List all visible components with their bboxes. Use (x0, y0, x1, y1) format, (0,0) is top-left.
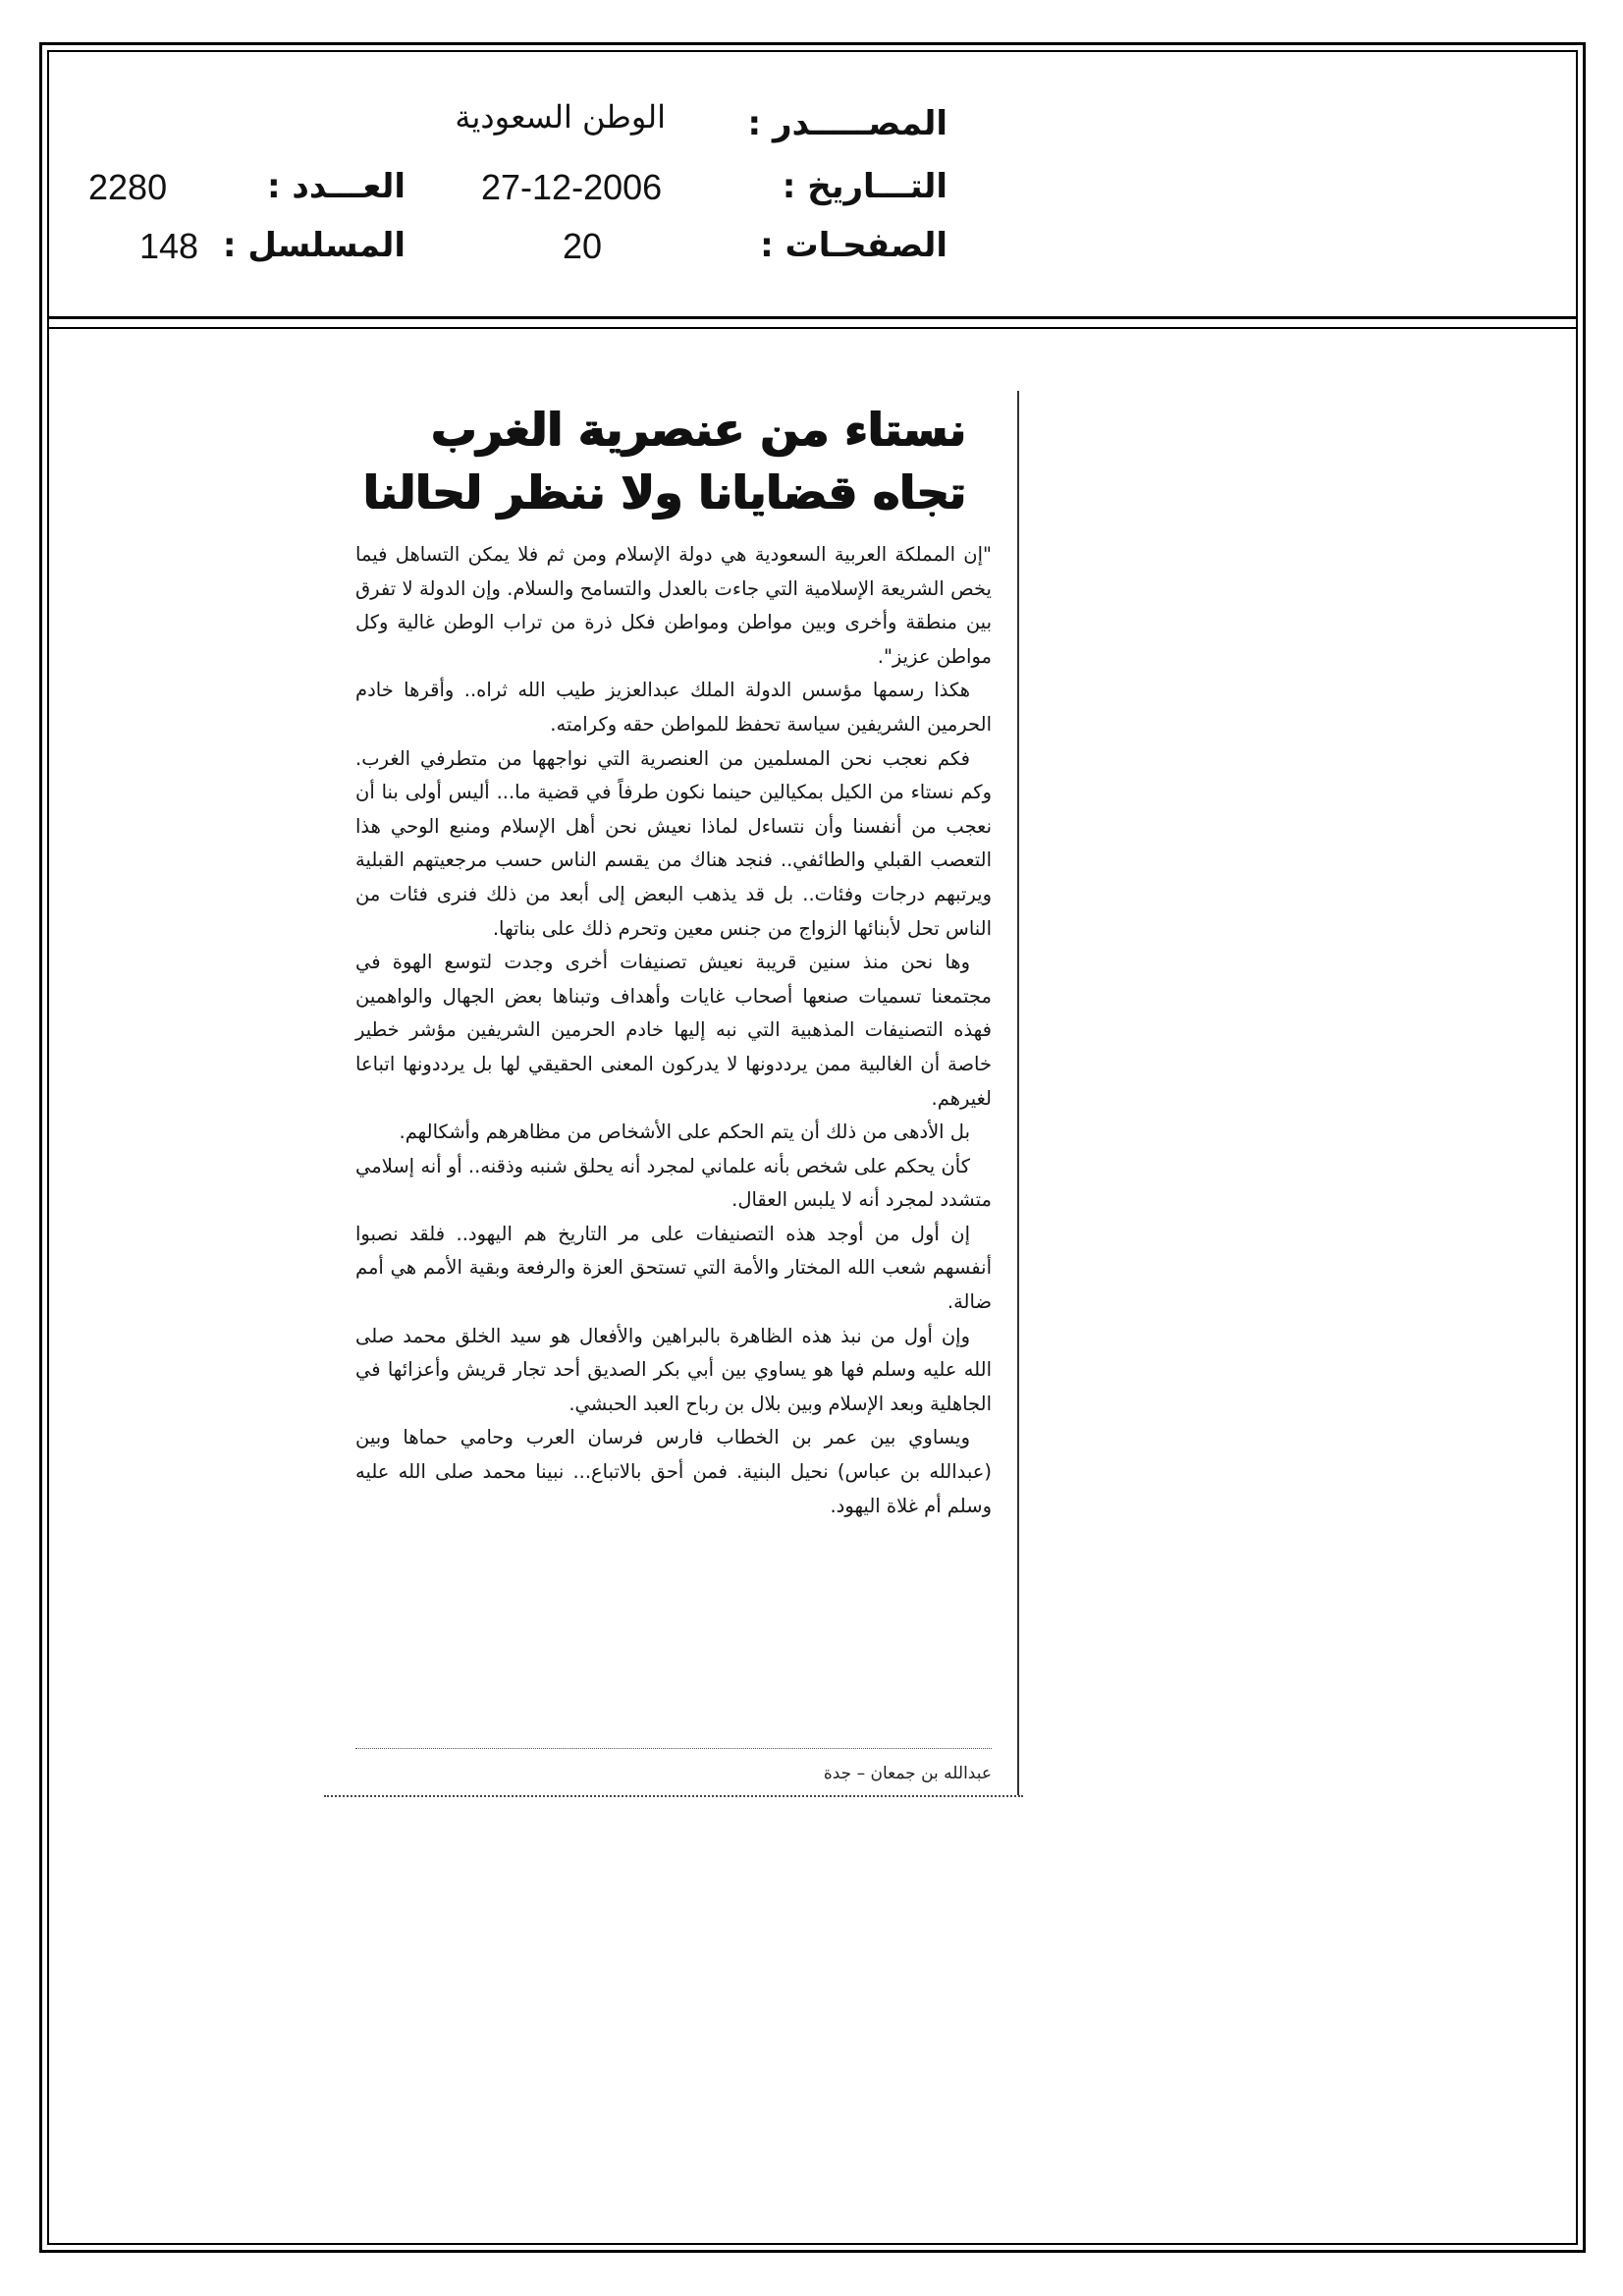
paragraph-9: ويساوي بين عمر بن الخطاب فارس فرسان العرب وحامي حماها وبين (عبدالله بن عباس) نحيل البنية. فمن أحق بالاتباع... نبينا محمد صلى الله عليه وسلم أم غلاة اليهود. (355, 1426, 992, 1517)
article-clipping (330, 391, 1017, 1795)
article-column-rule (1017, 391, 1019, 1795)
paragraph-6: كأن يحكم على شخص بأنه علماني لمجرد أنه يحلق شنبه وذقنه.. أو أنه إسلامي متشدد لمجرد أنه لا يلبس العقال. (355, 1154, 992, 1212)
paragraph-3: فكم نعجب نحن المسلمين من العنصرية التي نواجهها من متطرفي الغرب. وكم نستاء من الكيل بمكيالين حينما نكون طرفاً في قضية ما... أليس أولى بنا أن نعجب من أنفسنا وأن نتساءل لماذا نعيش نحن أهل الإسلام ومنبع الوحي هذا التعصب القبلي والطائفي.. فنجد هناك من يقسم الناس حسب مرجعيتهم القبلية ويرتبهم درجات وفئات.. بل قد يذهب البعض إلى أبعد من ذلك فنرى فئات من الناس تحل لأبنائها الزواج من جنس معين وتحرم ذلك على بناتها. (355, 746, 992, 940)
headline-line-1: نستاء من عنصرية الغرب (431, 403, 966, 456)
source-value: الوطن السعودية (455, 98, 666, 136)
paragraph-7: إن أول من أوجد هذه التصنيفات على مر التاريخ هم اليهود.. فلقد نصبوا أنفسهم شعب الله المختار والأمة التي تستحق العزة والرفعة وبقية الأمم هي أمم ضالة. (355, 1222, 992, 1314)
date-label: التـــاريخ : (782, 167, 947, 206)
article-body (355, 538, 992, 1523)
header-separator (47, 316, 1578, 319)
paragraph-4: وها نحن منذ سنين قريبة نعيش تصنيفات أخرى وجدت لتوسع الهوة في مجتمعنا تسميات صنعها أصحاب غايات وأهداف وتبناها بعض الجهال والواهمين فهذه التصنيفات المذهبية التي نبه إليها خادم الحرمين الشريفين مؤشر خطير خاصة أن الغالبية ممن يرددونها لا يدركون المعنى الحقيقي لها بل يرددونها اتباعا لغيرهم. (355, 951, 992, 1110)
author-signature: عبدالله بن جمعان – جدة (823, 1764, 992, 1783)
header-separator-inner (47, 327, 1578, 329)
issue-label: العـــدد : (267, 167, 406, 206)
paragraph-8: وإن أول من نبذ هذه الظاهرة بالبراهين والأفعال هو سيد الخلق محمد صلى الله عليه وسلم فها هو يساوي بين أبي بكر الصديق أحد تجار قريش وأعزائها في الجاهلية وبعد الإسلام وبين بلال بن رباح العبد الحبشي. (355, 1324, 992, 1415)
serial-value: 148 (139, 226, 199, 266)
date-value: 27-12-2006 (481, 167, 663, 207)
issue-value: 2280 (88, 167, 168, 207)
serial-label: المسلسل : (222, 226, 406, 265)
signature-rule (355, 1748, 992, 1749)
pages-label: الصفحـات : (760, 226, 947, 265)
article-bottom-rule (324, 1795, 1023, 1797)
paragraph-2: هكذا رسمها مؤسس الدولة الملك عبدالعزيز طيب الله ثراه.. وأقرها خادم الحرمين الشريفين سياسة تحفظ للمواطن حقه وكرامته. (355, 679, 992, 736)
source-label: المصـــــدر : (747, 104, 947, 143)
paragraph-5: بل الأدهى من ذلك أن يتم الحكم على الأشخاص من مظاهرهم وأشكالهم. (399, 1121, 970, 1144)
paragraph-1: "إن المملكة العربية السعودية هي دولة الإسلام ومن ثم فلا يمكن التساهل فيما يخص الشريعة الإسلامية التي جاءت بالعدل والتسامح والسلام. وإن الدولة لا تفرق بين منطقة وأخرى وبين مواطن ومواطن فكل ذرة من تراب الوطن غالية وكل مواطن عزيز". (355, 543, 992, 668)
pages-value: 20 (563, 226, 603, 266)
headline-line-2: تجاه قضايانا ولا ننظر لحالنا (362, 465, 966, 519)
